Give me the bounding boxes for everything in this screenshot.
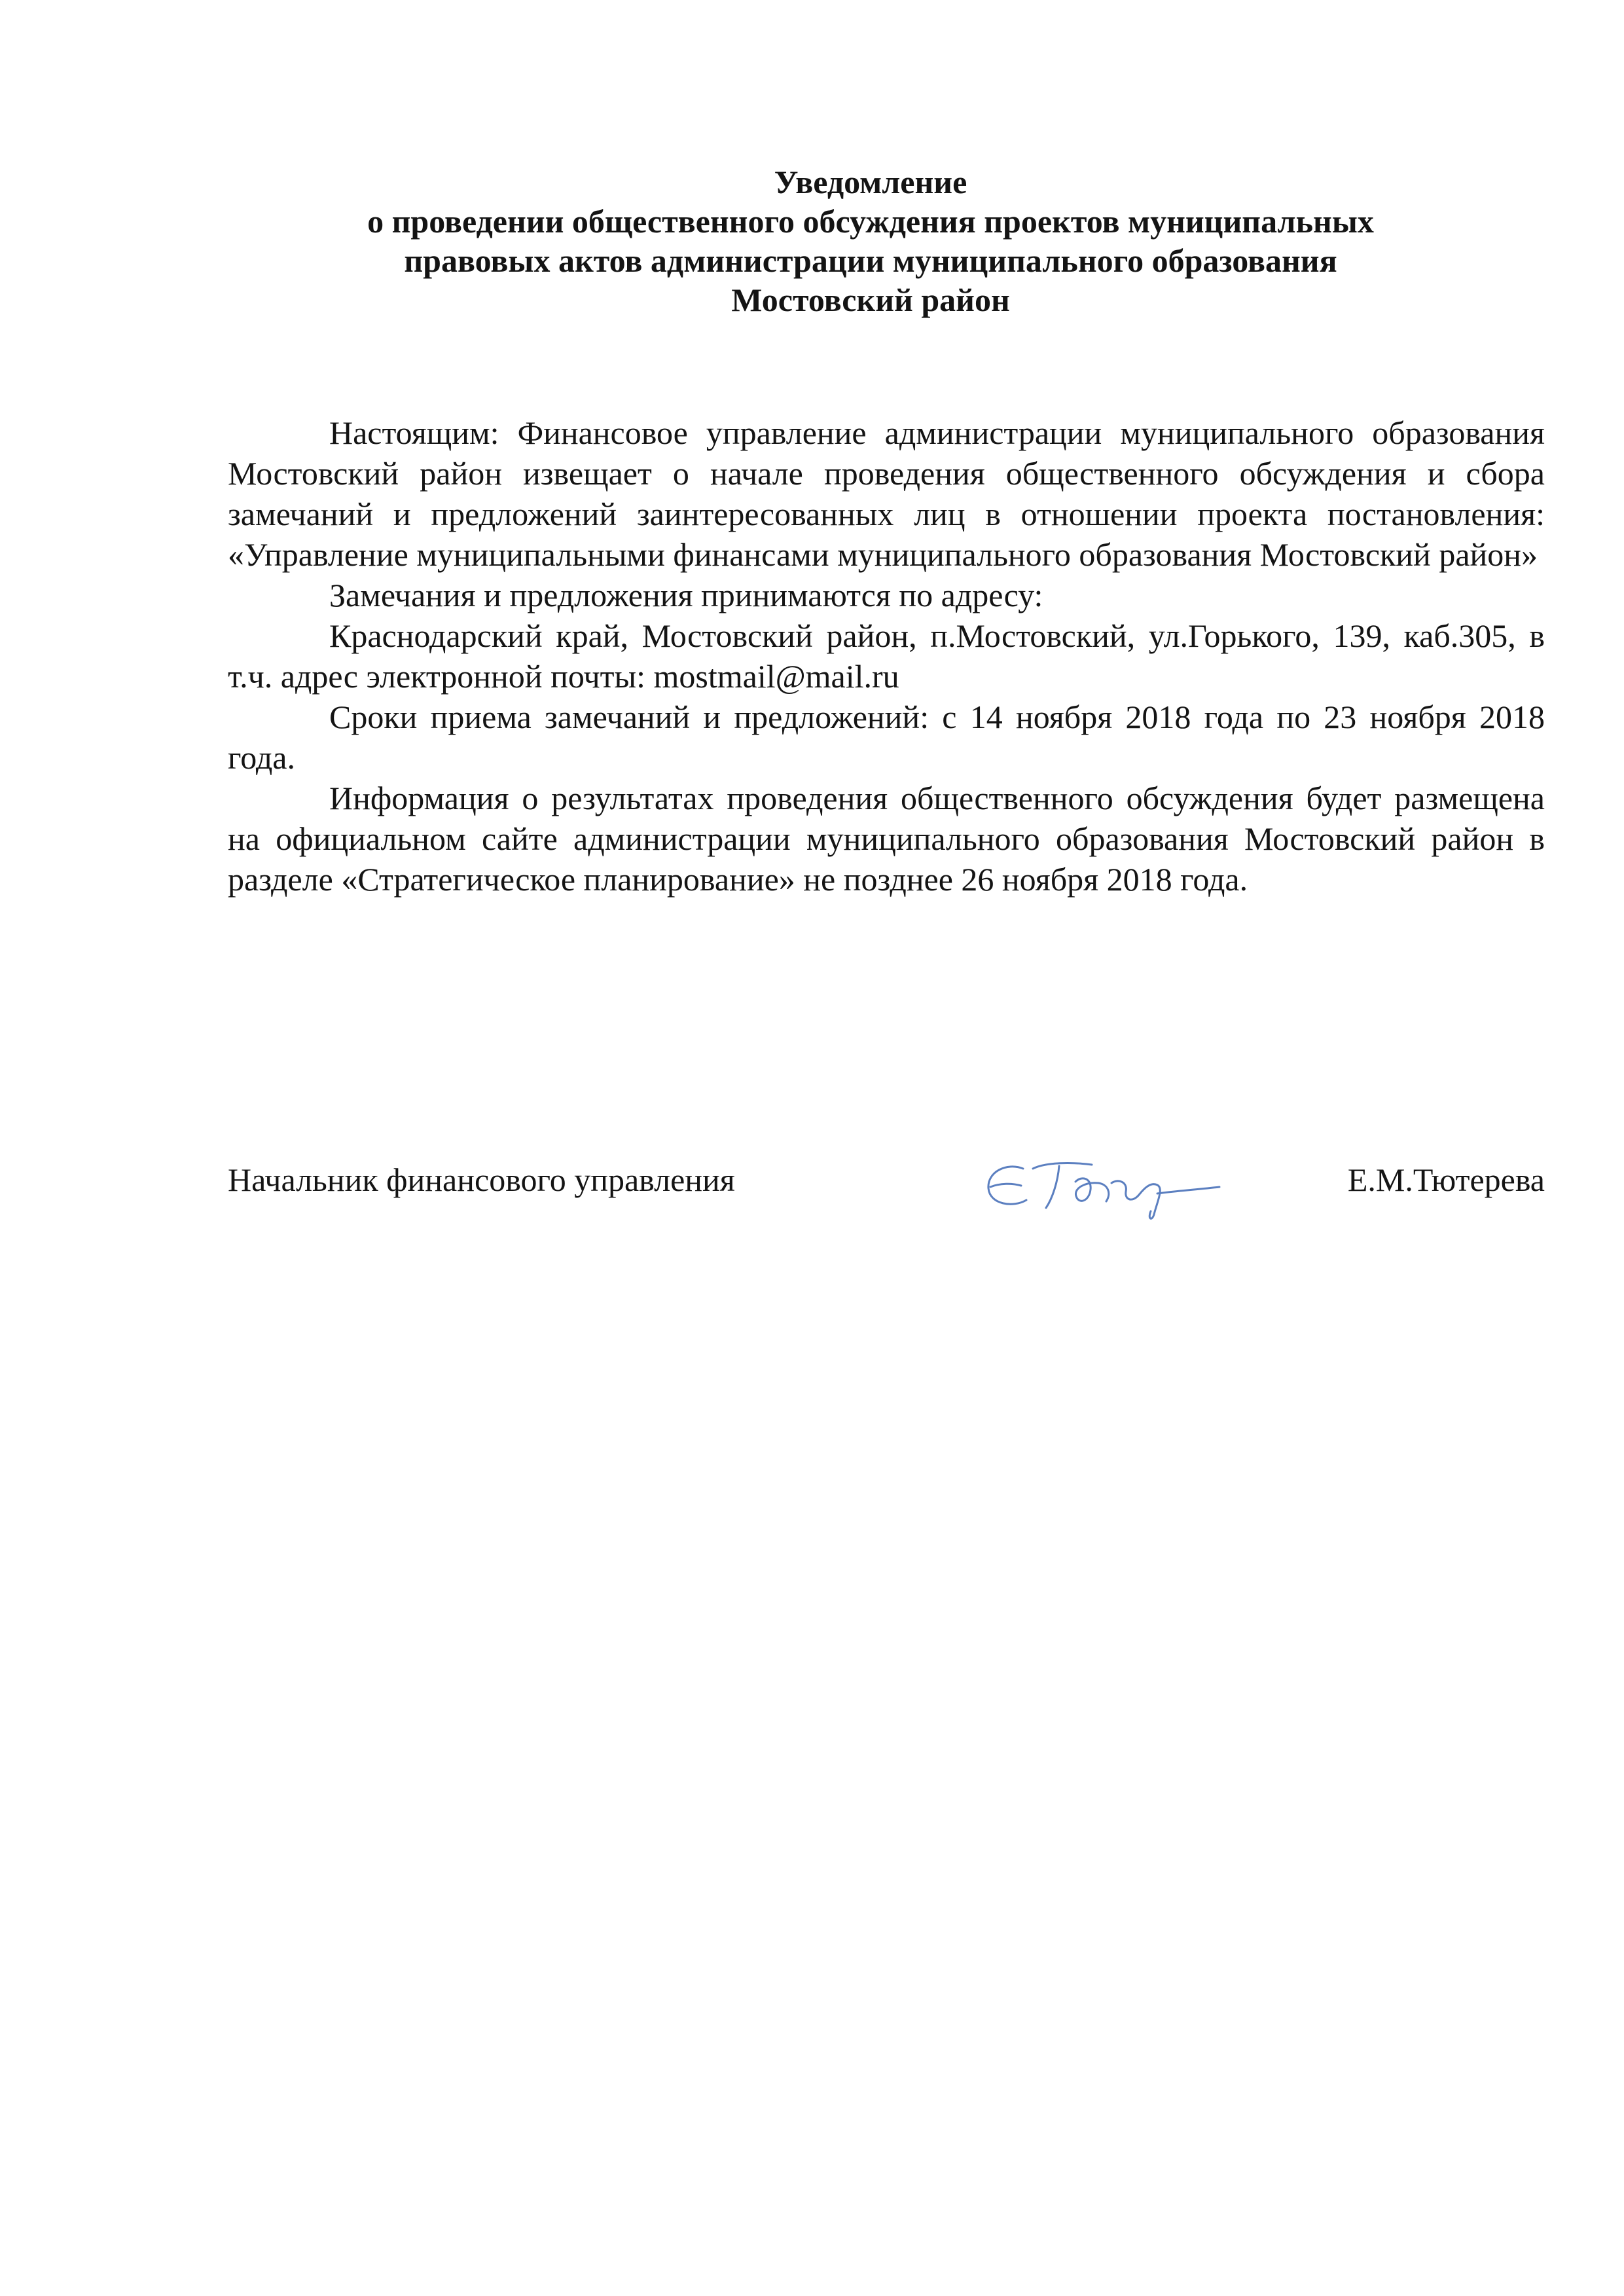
document-header — [196, 162, 1545, 319]
notice-paragraph: Настоящим: Финансовое управление администрации муниципального образования Мостовский район извещает о начале проведения общественного обсуждения и сбора замечаний и предложений заинтересованных лиц в отношении проекта постановления: «Управление муниципальными финансами муниципального образования Мостовский район» — [228, 414, 1545, 573]
document-title: Уведомление — [774, 164, 967, 200]
submission-heading-paragraph: Замечания и предложения принимаются по адресу: — [329, 577, 1043, 613]
signature-block — [228, 1142, 1545, 1221]
signatory-name: Е.М.Тютерева — [1347, 1161, 1545, 1198]
signatory-position: Начальник финансового управления — [228, 1161, 735, 1198]
document-subtitle-line-1: о проведении общественного обсуждения проектов муниципальных — [367, 203, 1374, 240]
document-subtitle-line-2: правовых актов администрации муниципального образования — [404, 242, 1337, 279]
document-subtitle-line-3: Мостовский район — [731, 282, 1010, 318]
address-paragraph: Краснодарский край, Мостовский район, п.Мостовский, ул.Горького, 139, каб.305, в т.ч. адрес электронной почты: mostmail@mail.ru — [228, 617, 1545, 695]
document-body — [228, 412, 1545, 900]
results-paragraph: Информация о результатах проведения общественного обсуждения будет размещена на официальном сайте администрации муниципального образования Мостовский район в разделе «Стратегическое планирование» не позднее 26 ноября 2018 года. — [228, 780, 1545, 898]
deadline-paragraph: Сроки приема замечаний и предложений: с 14 ноября 2018 года по 23 ноября 2018 года. — [228, 699, 1545, 776]
handwritten-signature — [961, 1142, 1327, 1228]
